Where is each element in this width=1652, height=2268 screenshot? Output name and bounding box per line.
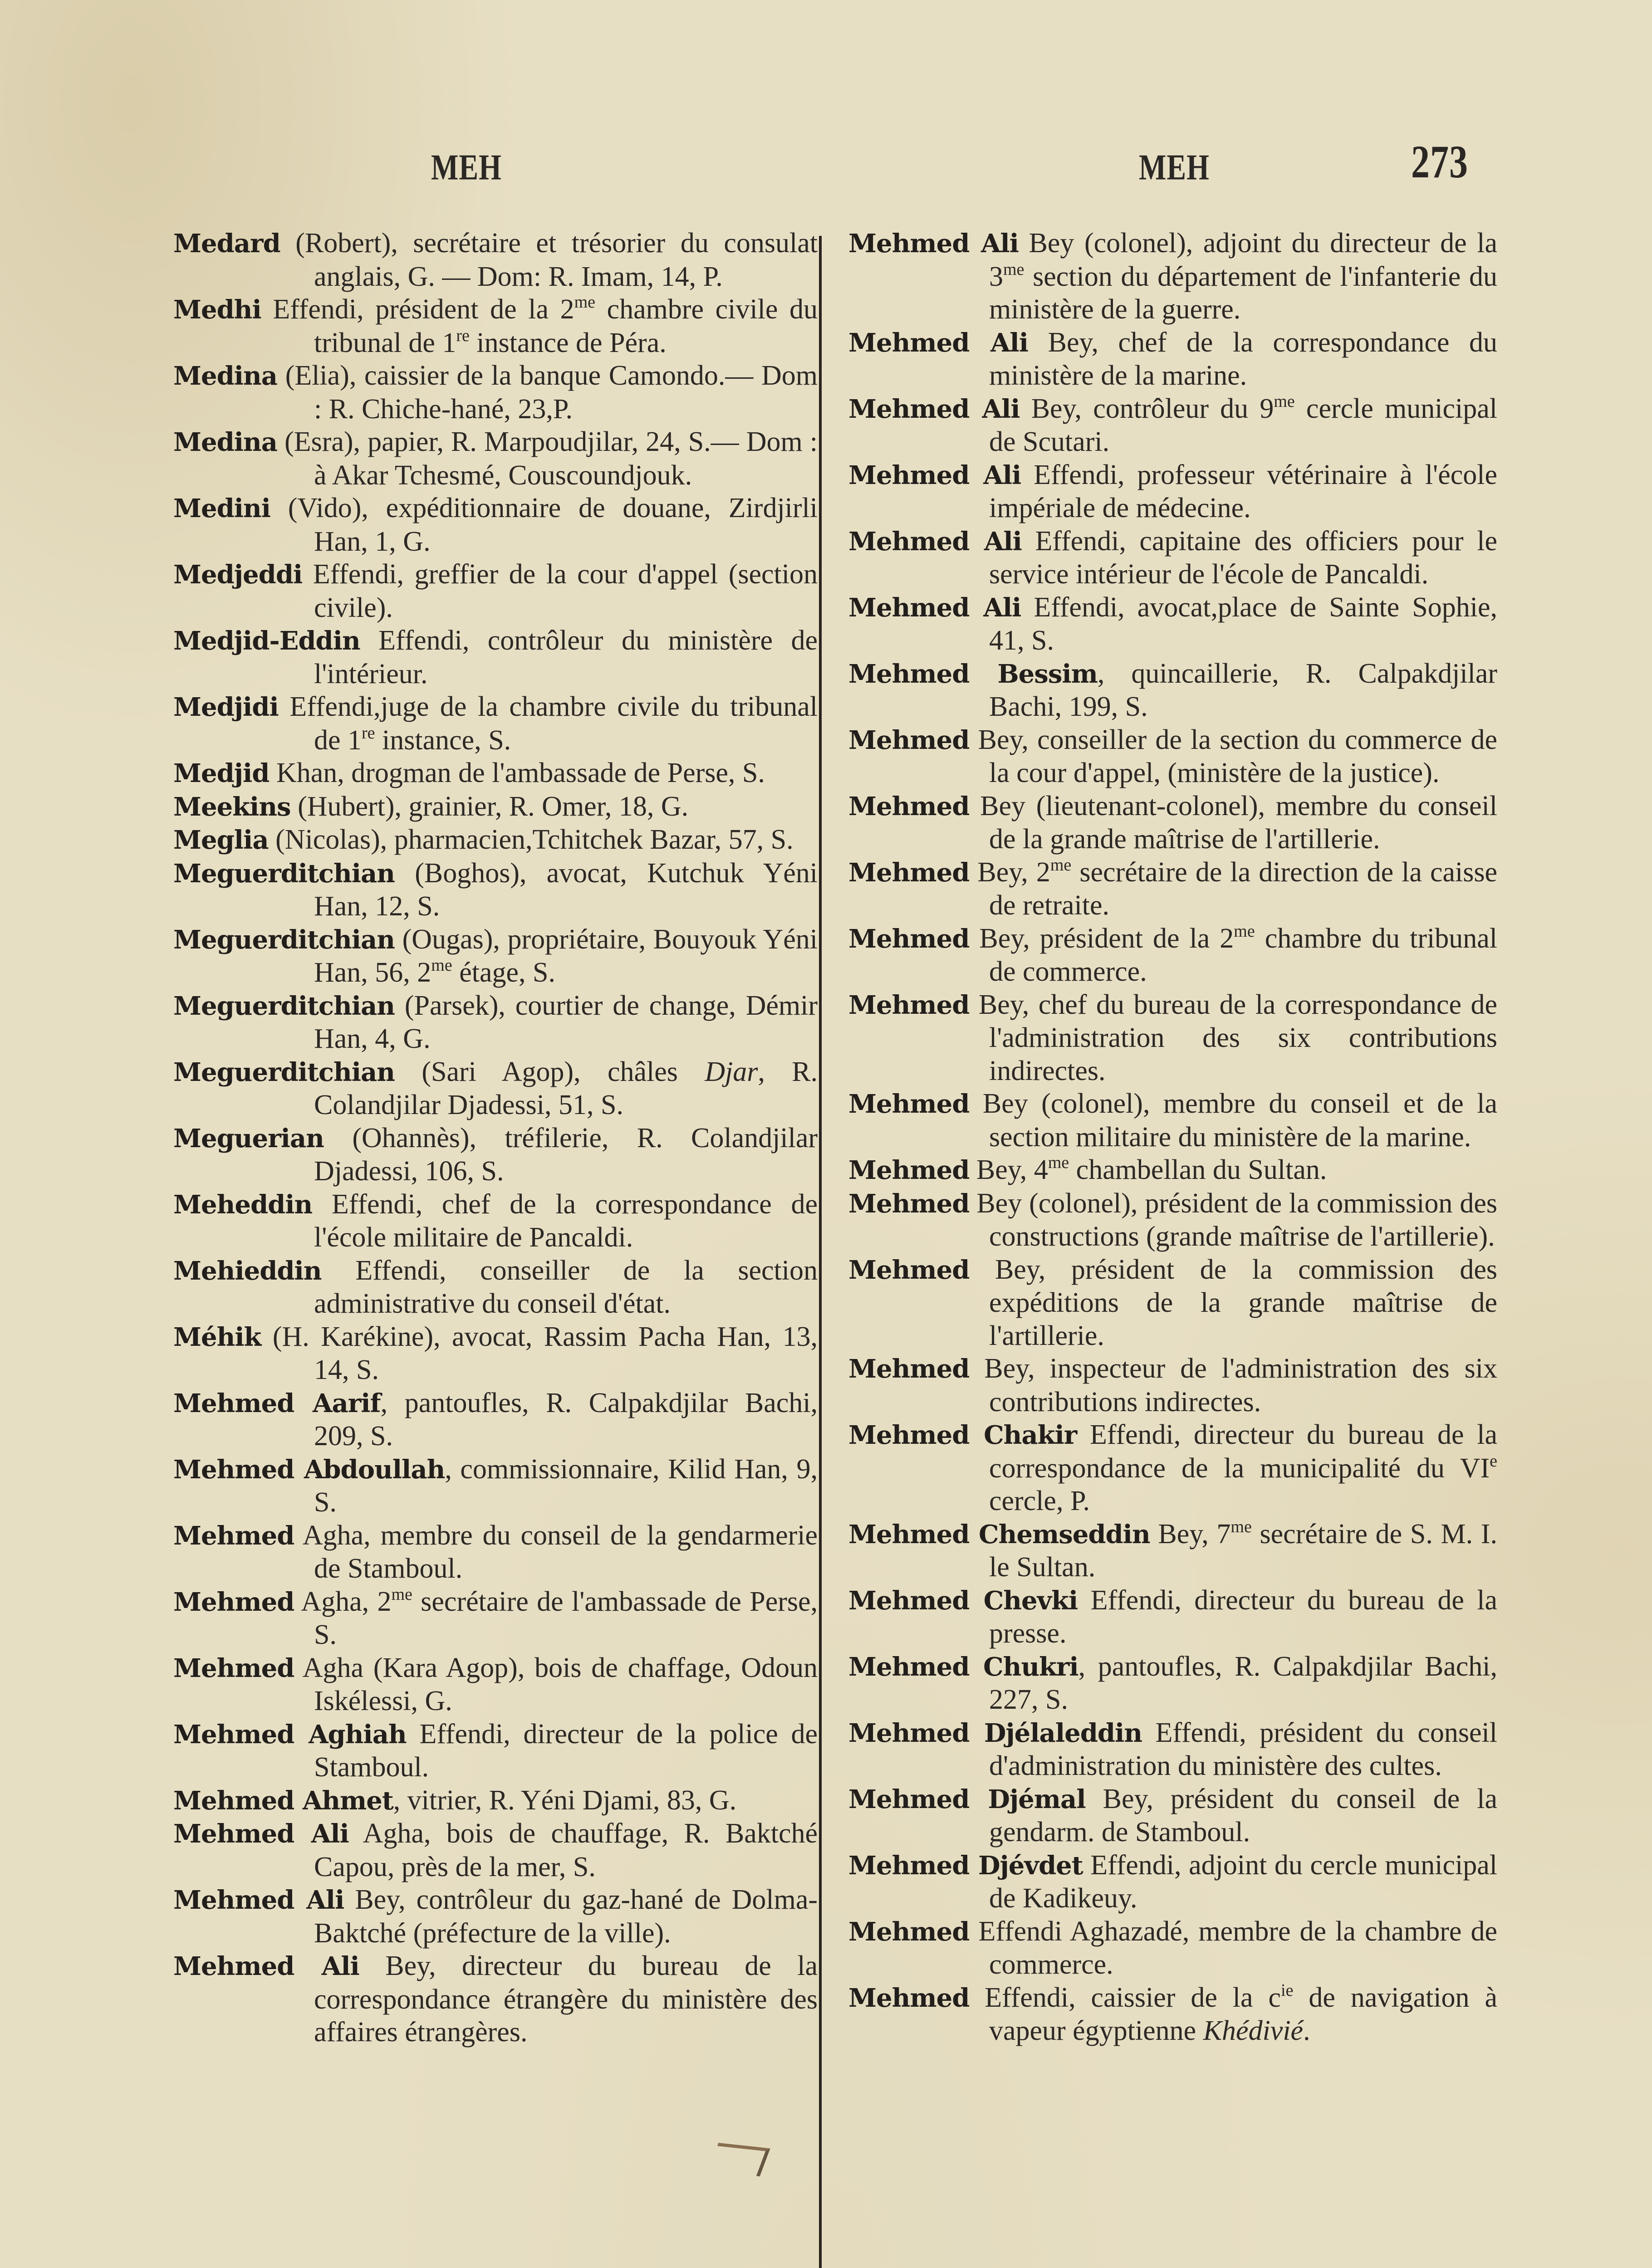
directory-entry bbox=[173, 1188, 818, 1254]
superscript-ordinal: me bbox=[1003, 259, 1025, 279]
directory-entry bbox=[173, 492, 818, 558]
directory-entry bbox=[848, 326, 1497, 392]
entry-description: Effendi, président du conseil d'administration du ministère des cultes. bbox=[989, 1717, 1497, 1781]
italic-term: Khédivié bbox=[1203, 2015, 1304, 2046]
directory-entry bbox=[173, 1718, 818, 1784]
entry-description: (H. Karékine), avocat, Rassim Pacha Han, 13, 14, S. bbox=[261, 1321, 818, 1385]
entry-name: Mehmed bbox=[848, 791, 970, 821]
entry-description: Effendi, adjoint du cercle municipal de Kadikeuy. bbox=[989, 1849, 1498, 1914]
directory-entry bbox=[848, 591, 1497, 657]
superscript-ordinal: me bbox=[1230, 1517, 1252, 1536]
entry-name: Mehmed Chemseddin bbox=[848, 1519, 1150, 1549]
superscript-ordinal: e bbox=[1490, 1451, 1497, 1471]
entry-name: Mehmed Ali bbox=[848, 460, 1021, 490]
entry-name: Mehmed bbox=[848, 924, 970, 954]
directory-entry bbox=[173, 989, 818, 1056]
directory-entry bbox=[173, 857, 818, 923]
directory-entry bbox=[848, 1783, 1497, 1849]
directory-entry bbox=[848, 856, 1497, 922]
directory-entry bbox=[848, 657, 1497, 723]
entry-name: Mehmed bbox=[173, 1587, 294, 1617]
directory-entry bbox=[848, 1650, 1497, 1716]
entry-description: Bey, président du conseil de la gendarm. de Stamboul. bbox=[989, 1783, 1497, 1848]
entry-description: Effendi, contrôleur du ministère de l'intérieur. bbox=[314, 625, 818, 689]
directory-entry bbox=[848, 1253, 1497, 1353]
superscript-ordinal: me bbox=[1234, 921, 1255, 941]
directory-entry bbox=[848, 1981, 1497, 2048]
entry-name: Meguerditchian bbox=[173, 924, 395, 955]
directory-entry bbox=[173, 1056, 818, 1122]
entry-name: Medard bbox=[173, 229, 280, 259]
directory-entry bbox=[848, 723, 1497, 790]
entry-name: Mehmed bbox=[848, 1255, 970, 1285]
entry-description: Effendi,juge de la chambre civile du tribunal de 1re instance, S. bbox=[278, 691, 818, 756]
directory-entry bbox=[173, 1122, 818, 1188]
entry-name: Mehmed Ali bbox=[173, 1885, 344, 1915]
entry-description: Agha, $2^{me}$ secrétaire de l'ambassade de Perse, S. bbox=[294, 1584, 818, 1650]
directory-entry bbox=[173, 923, 818, 989]
directory-entry bbox=[848, 1352, 1497, 1418]
superscript-ordinal: me bbox=[431, 956, 452, 975]
directory-entry bbox=[848, 1418, 1497, 1518]
superscript-ordinal: re bbox=[362, 723, 375, 743]
entry-description: Bey, directeur du bureau de la correspondance étrangère du ministère des affaires étrangères. bbox=[314, 1950, 818, 2048]
entry-name: Medhi bbox=[173, 295, 261, 325]
running-head-right: MEH bbox=[1139, 147, 1210, 187]
entry-name: Mehmed Aghiah bbox=[173, 1719, 407, 1750]
entry-description: , vitrier, R. Yéni Djami, 83, G. bbox=[393, 1784, 737, 1816]
directory-entry bbox=[173, 425, 818, 492]
entry-description: Bey (colonel), adjoint du directeur de la $3^{me}$ section du département de l'infanterie du ministère de la guerre. bbox=[989, 228, 1497, 325]
entry-description: Bey, inspecteur de l'administration des six contributions indirectes. bbox=[969, 1353, 1497, 1418]
entry-name: Medina bbox=[173, 361, 278, 391]
entry-name: Mehmed Ali bbox=[173, 1819, 349, 1849]
entry-description: Bey (lieutenant-colonel), membre du conseil de la grande maîtrise de l'artillerie. bbox=[969, 790, 1497, 855]
entry-name: Mehmed bbox=[848, 1089, 970, 1119]
entry-name: Mehmed bbox=[848, 1983, 970, 2013]
entry-name: Mehmed Djélaleddin bbox=[848, 1718, 1142, 1748]
entry-name: Mehmed Ali bbox=[848, 394, 1020, 424]
directory-entry bbox=[173, 1519, 818, 1585]
directory-entry bbox=[173, 823, 818, 857]
superscript-ordinal: me bbox=[391, 1584, 412, 1604]
entry-name: Medjid bbox=[173, 758, 270, 788]
superscript-ordinal: me bbox=[574, 293, 596, 312]
entry-name: Mehmed Chukri bbox=[848, 1652, 1078, 1682]
entry-description: Bey (colonel), membre du conseil et de la section militaire du ministère de la marine. bbox=[969, 1088, 1497, 1153]
entry-name: Mehmed Ali bbox=[848, 526, 1022, 557]
entry-description: (Robert), secrétaire et trésorier du consulat anglais, G. — Dom: R. Imam, 14, P. bbox=[280, 228, 818, 292]
page-number: 273 bbox=[1411, 136, 1468, 188]
entry-description: Bey, $2^{me}$ secrétaire de la direction de la caisse de retraite. bbox=[969, 855, 1497, 921]
directory-entry bbox=[173, 1453, 818, 1519]
entry-name: Mehmed bbox=[848, 857, 970, 888]
entry-description: Effendi, capitaine des officiers pour le service intérieur de l'école de Pancaldi. bbox=[989, 525, 1497, 590]
entry-description: Effendi Aghazadé, membre de la chambre de commerce. bbox=[969, 1916, 1497, 1980]
entry-name: Meekins bbox=[173, 792, 291, 822]
entry-description: , pantoufles, R. Calpakdjilar Bachi, 209, S. bbox=[314, 1387, 818, 1452]
entry-description: Agha, membre du conseil de la gendarmerie de Stamboul. bbox=[294, 1520, 818, 1584]
entry-name: Mehmed Ali bbox=[848, 592, 1021, 623]
entry-description: (Ougas), propriétaire, Bouyouk Yéni Han, 56, $2^{me}$ étage, S. bbox=[314, 924, 818, 988]
directory-entry bbox=[173, 790, 818, 824]
entry-name: Mehmed bbox=[848, 1916, 970, 1947]
running-head bbox=[0, 136, 1652, 188]
entry-description: , pantoufles, R. Calpakdjilar Bachi, 227, S. bbox=[989, 1651, 1497, 1715]
entry-name: Medjidi bbox=[173, 692, 279, 722]
entry-name: Mehmed Abdoullah bbox=[173, 1454, 445, 1485]
directory-entry bbox=[848, 525, 1497, 591]
directory-entry bbox=[173, 624, 818, 690]
directory-entry bbox=[173, 1585, 818, 1652]
directory-entry bbox=[173, 359, 818, 425]
directory-entry bbox=[173, 1320, 818, 1387]
entry-description: Bey, chef du bureau de la correspondance de l'administration des six contributions indirectes. bbox=[969, 989, 1497, 1086]
entry-description: (Hubert), grainier, R. Omer, 18, G. bbox=[290, 791, 689, 822]
entry-description: Agha, bois de chauffage, R. Baktché Capou, près de la mer, S. bbox=[314, 1818, 818, 1882]
directory-entry bbox=[173, 690, 818, 757]
entry-description: Bey, conseiller de la section du commerce de la cour d'appel, (ministère de la justice). bbox=[969, 724, 1497, 788]
ink-stain-mark bbox=[708, 2143, 770, 2176]
entry-description: , quincaillerie, R. Calpakdjilar Bachi, 199, S. bbox=[989, 658, 1497, 722]
entry-description: Bey, $7^{me}$ secrétaire de S. M. I. le Sultan. bbox=[989, 1517, 1497, 1583]
directory-entry bbox=[173, 1652, 818, 1718]
entry-name: Meguerditchian bbox=[173, 858, 395, 889]
entry-description: (Sari Agop), châles Djar, R. Colandjilar Djadessi, 51, S. bbox=[314, 1056, 818, 1120]
entry-name: Mehmed bbox=[173, 1653, 294, 1683]
entry-name: Meheddin bbox=[173, 1189, 313, 1220]
directory-entry bbox=[173, 1784, 818, 1818]
entry-name: Meglia bbox=[173, 825, 269, 855]
directory-entry bbox=[173, 1387, 818, 1453]
entry-name: Mehmed bbox=[173, 1520, 294, 1551]
entry-name: Medina bbox=[173, 427, 278, 457]
superscript-ordinal: me bbox=[1050, 855, 1072, 875]
directory-entry bbox=[173, 1254, 818, 1320]
directory-entry bbox=[848, 1154, 1497, 1187]
directory-entry bbox=[848, 1087, 1497, 1154]
entry-description: Effendi, directeur du bureau de la correspondance de la municipalité du VIe cercle, P. bbox=[989, 1419, 1498, 1516]
entry-description: Effendi, directeur de la police de Stamboul. bbox=[314, 1718, 818, 1783]
entry-description: (Parsek), courtier de change, Démir Han, 4, G. bbox=[314, 990, 818, 1054]
entry-name: Mehmed Ali bbox=[848, 229, 1019, 259]
directory-entry bbox=[173, 293, 818, 359]
entry-name: Mehmed Ali bbox=[848, 327, 1028, 358]
entry-name: Mehmed bbox=[848, 725, 970, 755]
entry-description: Effendi, président de la $2^{me}$ chambre civile du tribunal de 1re instance de Péra. bbox=[261, 293, 818, 358]
entry-name: Méhik bbox=[173, 1322, 261, 1352]
entry-name: Mehmed bbox=[848, 1354, 970, 1384]
entry-description: (Vido), expéditionnaire de douane, Zirdjirli Han, 1, G. bbox=[270, 493, 818, 557]
entry-description: Bey, président de la $2^{me}$ chambre du tribunal de commerce. bbox=[969, 921, 1497, 987]
directory-entry bbox=[848, 1518, 1497, 1584]
entry-description: Effendi, avocat,place de Sainte Sophie, 41, S. bbox=[989, 591, 1497, 656]
entry-name: Mehmed Chevki bbox=[848, 1585, 1078, 1616]
running-head-left: MEH bbox=[431, 147, 502, 187]
directory-entry bbox=[173, 1817, 818, 1883]
column-divider bbox=[819, 236, 822, 2268]
entry-name: Mehmed Djévdet bbox=[848, 1850, 1083, 1881]
entry-description: Effendi, greffier de la cour d'appel (section civile). bbox=[302, 559, 818, 623]
entry-name: Mehmed bbox=[848, 1188, 970, 1219]
entry-name: Mehmed Aarif bbox=[173, 1388, 381, 1418]
entry-description: Bey, $4^{me}$ chambellan du Sultan. bbox=[969, 1153, 1327, 1185]
entry-name: Mehmed Ahmet bbox=[173, 1785, 393, 1816]
entry-description: Effendi, directeur du bureau de la presse. bbox=[989, 1584, 1497, 1649]
directory-entry bbox=[848, 459, 1497, 525]
directory-entry bbox=[848, 1915, 1497, 1981]
directory-entry bbox=[848, 922, 1497, 988]
entry-description: (Ohannès), tréfilerie, R. Colandjilar Djadessi, 106, S. bbox=[314, 1122, 818, 1187]
left-column bbox=[173, 227, 818, 2049]
entry-description: , commissionnaire, Kilid Han, 9, S. bbox=[314, 1453, 818, 1518]
superscript-ordinal: re bbox=[456, 326, 470, 345]
right-column bbox=[848, 227, 1497, 2048]
entry-description: (Esra), papier, R. Marpoudjilar, 24, S.— Dom : à Akar Tchesmé, Couscoundjouk. bbox=[277, 426, 818, 491]
directory-entry bbox=[848, 988, 1497, 1088]
entry-description: (Elia), caissier de la banque Camondo.— Dom : R. Chiche-hané, 23,P. bbox=[277, 360, 818, 425]
directory-entry bbox=[848, 790, 1497, 856]
entry-description: Effendi, professeur vétérinaire à l'école impériale de médecine. bbox=[989, 459, 1497, 523]
entry-description: Khan, drogman de l'ambassade de Perse, S. bbox=[269, 758, 765, 788]
entry-name: Mehmed Ali bbox=[173, 1951, 359, 1981]
superscript-ordinal: ie bbox=[1281, 1980, 1294, 2000]
entry-description: (Nicolas), pharmacien,Tchitchek Bazar, 57, S. bbox=[268, 824, 794, 855]
entry-name: Mehmed Bessim bbox=[848, 659, 1098, 689]
directory-entry bbox=[848, 392, 1497, 459]
superscript-ordinal: me bbox=[1048, 1153, 1069, 1172]
entry-description: Bey, président de la commission des expéditions de la grande maîtrise de l'artillerie. bbox=[969, 1254, 1497, 1351]
entry-name: Mehmed bbox=[848, 990, 970, 1020]
entry-name: Medini bbox=[173, 494, 271, 523]
entry-description: Bey, contrôleur du gaz-hané de Dolma-Baktché (préfecture de la ville). bbox=[314, 1884, 818, 1949]
entry-name: Meguerditchian bbox=[173, 1057, 395, 1087]
entry-description: Effendi, conseiller de la section administrative du conseil d'état. bbox=[314, 1255, 818, 1319]
directory-entry bbox=[848, 1849, 1497, 1915]
entry-name: Medjid-Eddin bbox=[173, 626, 360, 656]
entry-description: Bey, chef de la correspondance du ministère de la marine. bbox=[989, 327, 1497, 391]
italic-term: Djar bbox=[705, 1056, 758, 1087]
entry-name: Mehmed Chakir bbox=[848, 1420, 1077, 1450]
entry-description: Bey, contrôleur du $9^{me}$ cercle municipal de Scutari. bbox=[989, 391, 1497, 457]
directory-entry bbox=[173, 757, 818, 790]
entry-name: Mehmed bbox=[848, 1155, 970, 1185]
entry-description: Effendi, chef de la correspondance de l'école militaire de Pancaldi. bbox=[312, 1188, 818, 1253]
entry-description: Effendi, caissier de la $c^{ie}$ de navigation à vapeur égyptienne Khédivié. bbox=[969, 1980, 1497, 2046]
entry-name: Mehieddin bbox=[173, 1256, 322, 1286]
directory-entry bbox=[173, 1883, 818, 1950]
directory-entry bbox=[173, 1950, 818, 2049]
directory-entry bbox=[173, 227, 818, 293]
directory-entry bbox=[848, 1187, 1497, 1253]
directory-entry bbox=[848, 1584, 1497, 1650]
entry-name: Meguerditchian bbox=[173, 991, 395, 1021]
entry-name: Mehmed Djémal bbox=[848, 1784, 1086, 1814]
entry-description: Bey (colonel), président de la commission des constructions (grande maîtrise de l'artillerie). bbox=[969, 1188, 1497, 1252]
superscript-ordinal: me bbox=[1274, 391, 1295, 411]
entry-description: (Boghos), avocat, Kutchuk Yéni Han, 12, S. bbox=[314, 857, 818, 922]
directory-entry bbox=[173, 558, 818, 624]
entry-name: Meguerian bbox=[173, 1123, 324, 1154]
entry-name: Medjeddi bbox=[173, 560, 303, 590]
directory-entry bbox=[848, 227, 1497, 326]
directory-entry bbox=[848, 1716, 1497, 1783]
entry-description: Agha (Kara Agop), bois de chaffage, Odoun Iskélessi, G. bbox=[294, 1652, 818, 1716]
